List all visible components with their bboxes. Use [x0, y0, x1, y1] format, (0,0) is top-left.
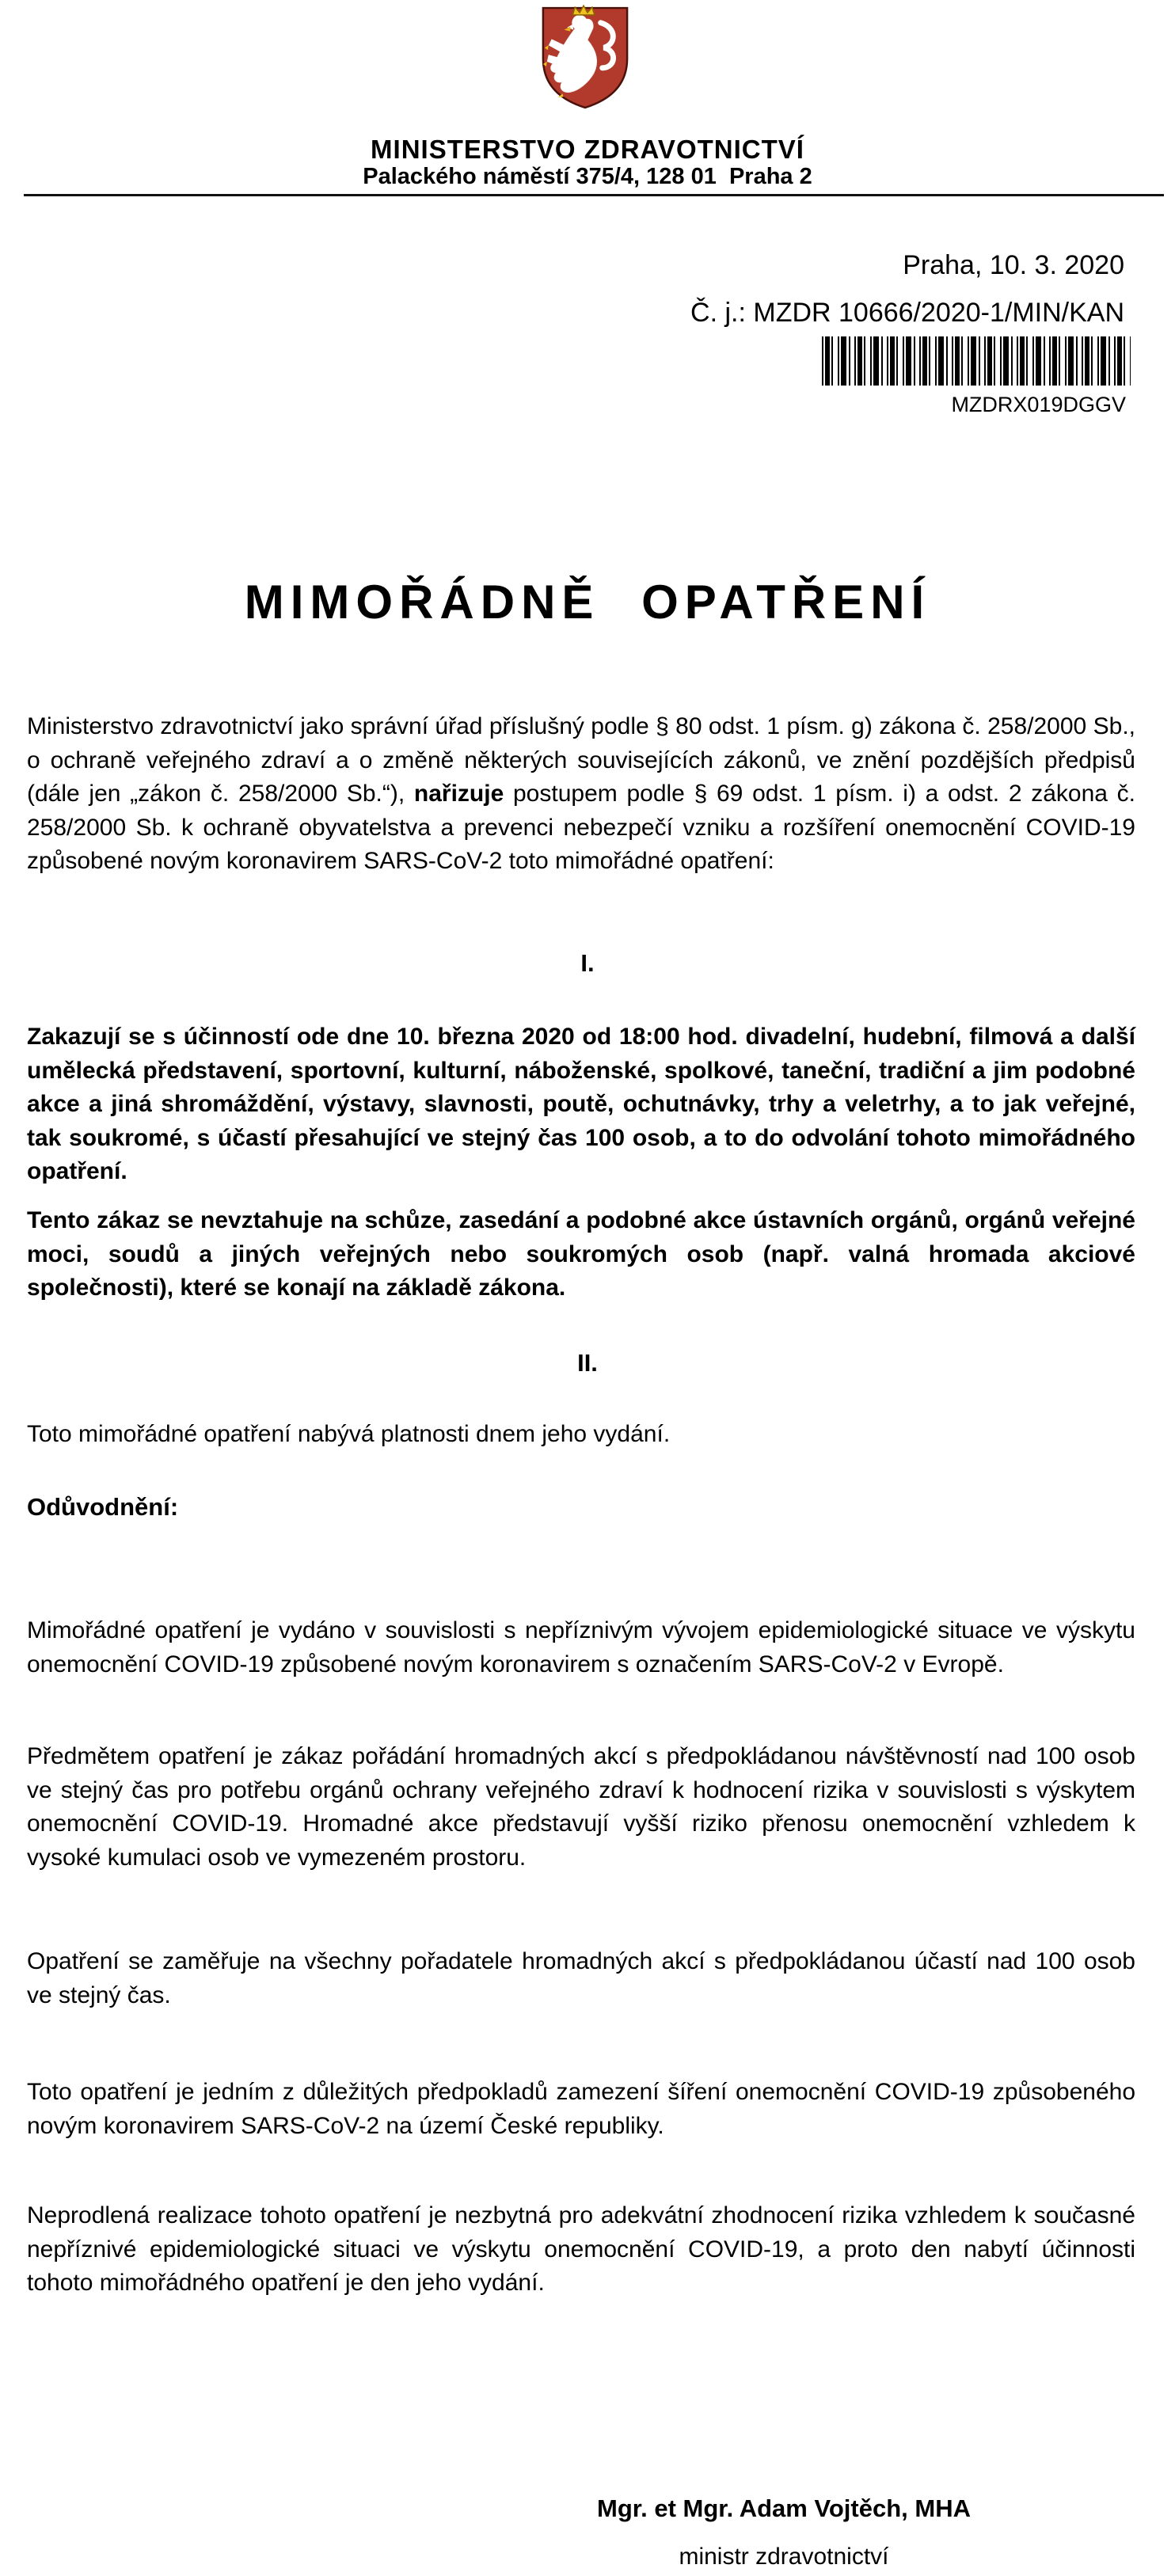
section-1-paragraph-1: Zakazují se s účinností ode dne 10. března 2020 od 18:00 hod. divadelní, hudební, filmová a další umělecká představení, sportovní, kulturní, náboženské, spolkové, taneční, tradiční a jim podobné akce a jiná shromáždění, výstavy, slavnosti, poutě, ochutnávky, trhy a veletrhy, a to jak veřejné, tak soukromé, s účastí přesahující ve stejný čas 100 osob, a to do odvolání tohoto mimořádného opatření. [27, 1024, 1135, 1184]
barcode-code: MZDRX019DGGV [951, 393, 1126, 416]
header-divider [24, 194, 1164, 196]
place-and-date: Praha, 10. 3. 2020 [903, 250, 1124, 280]
intro-bold-word: nařizuje [413, 781, 504, 807]
justification-paragraph-5: Neprodlená realizace tohoto opatření je nezbytná pro adekvátní zhodnocení rizika vzhledem k současné nepříznivé epidemiologické situaci ve výskytu onemocnění COVID-19, a proto den nabytí účinnosti tohoto mimořádného opatření je den jeho vydání. [27, 2202, 1135, 2296]
signatory-name: Mgr. et Mgr. Adam Vojtěch, MHA [597, 2494, 971, 2522]
czech-coat-of-arms-icon [538, 5, 632, 111]
justification-paragraph-4: Toto opatření je jedním z důležitých předpokladů zamezení šíření onemocnění COVID-19 způsobeného novým koronavirem SARS-CoV-2 na území České republiky. [27, 2079, 1135, 2139]
intro-part1: Ministerstvo zdravotnictví jako správní úřad příslušný podle § 80 odst. 1 písm. g) zákona č. 258/2000 Sb., o ochraně veřejného zdraví a o změně některých souvisejících zákonů, ve znění pozdějších předpisů (dále jen „zákon č. 258/2000 Sb.“), [27, 713, 1135, 807]
section-2-heading: II. [577, 1349, 598, 1377]
section-1-heading: I. [580, 949, 595, 977]
reference-number: Č. j.: MZDR 10666/2020-1/MIN/KAN [690, 298, 1124, 328]
signatory-role: ministr zdravotnictví [679, 2544, 889, 2570]
intro-part2: postupem podle § 69 odst. 1 písm. i) a odst. 2 zákona č. 258/2000 Sb. k ochraně obyvatelstva a prevenci nebezpečí vzniku a rozšíření onemocnění COVID-19 způsobené novým koronavirem SARS-CoV-2 toto mimořádné opatření: [27, 781, 1136, 874]
justification-paragraph-1: Mimořádné opatření je vydáno v souvislosti s nepříznivým vývojem epidemiologické situace ve výskytu onemocnění COVID-19 způsobené novým koronavirem s označením SARS-CoV-2 v Evropě. [27, 1617, 1135, 1677]
intro-paragraph [27, 710, 1135, 879]
justification-paragraph-3: Opatření se zaměřuje na všechny pořadatele hromadných akcí s předpokládanou účastí nad 100 osob ve stejný čas. [27, 1948, 1135, 2008]
ministry-address: Palackého náměstí 375/4, 128 01 Praha 2 [363, 164, 812, 189]
barcode-icon [822, 336, 1131, 386]
section-2-paragraph: Toto mimořádné opatření nabývá platnosti dnem jeho vydání. [27, 1421, 671, 1447]
document-title: MIMOŘÁDNĚ OPATŘENÍ [244, 576, 931, 629]
justification-heading: Odůvodnění: [27, 1493, 179, 1521]
section-1-paragraph-2: Tento zákaz se nevztahuje na schůze, zasedání a podobné akce ústavních orgánů, orgánů veřejné moci, soudů a jiných veřejných nebo soukromých osob (např. valná hromada akciové společnosti), které se konají na základě zákona. [27, 1207, 1135, 1301]
justification-paragraph-2: Předmětem opatření je zákaz pořádání hromadných akcí s předpokládanou návštěvností nad 100 osob ve stejný čas pro potřebu orgánů ochrany veřejného zdraví k hodnocení rizika v souvislosti s výskytem onemocnění COVID-19. Hromadné akce představují vyšší riziko přenosu onemocnění vzhledem k vysoké kumulaci osob ve vymezeném prostoru. [27, 1743, 1135, 1871]
ministry-name: MINISTERSTVO ZDRAVOTNICTVÍ [371, 135, 804, 164]
